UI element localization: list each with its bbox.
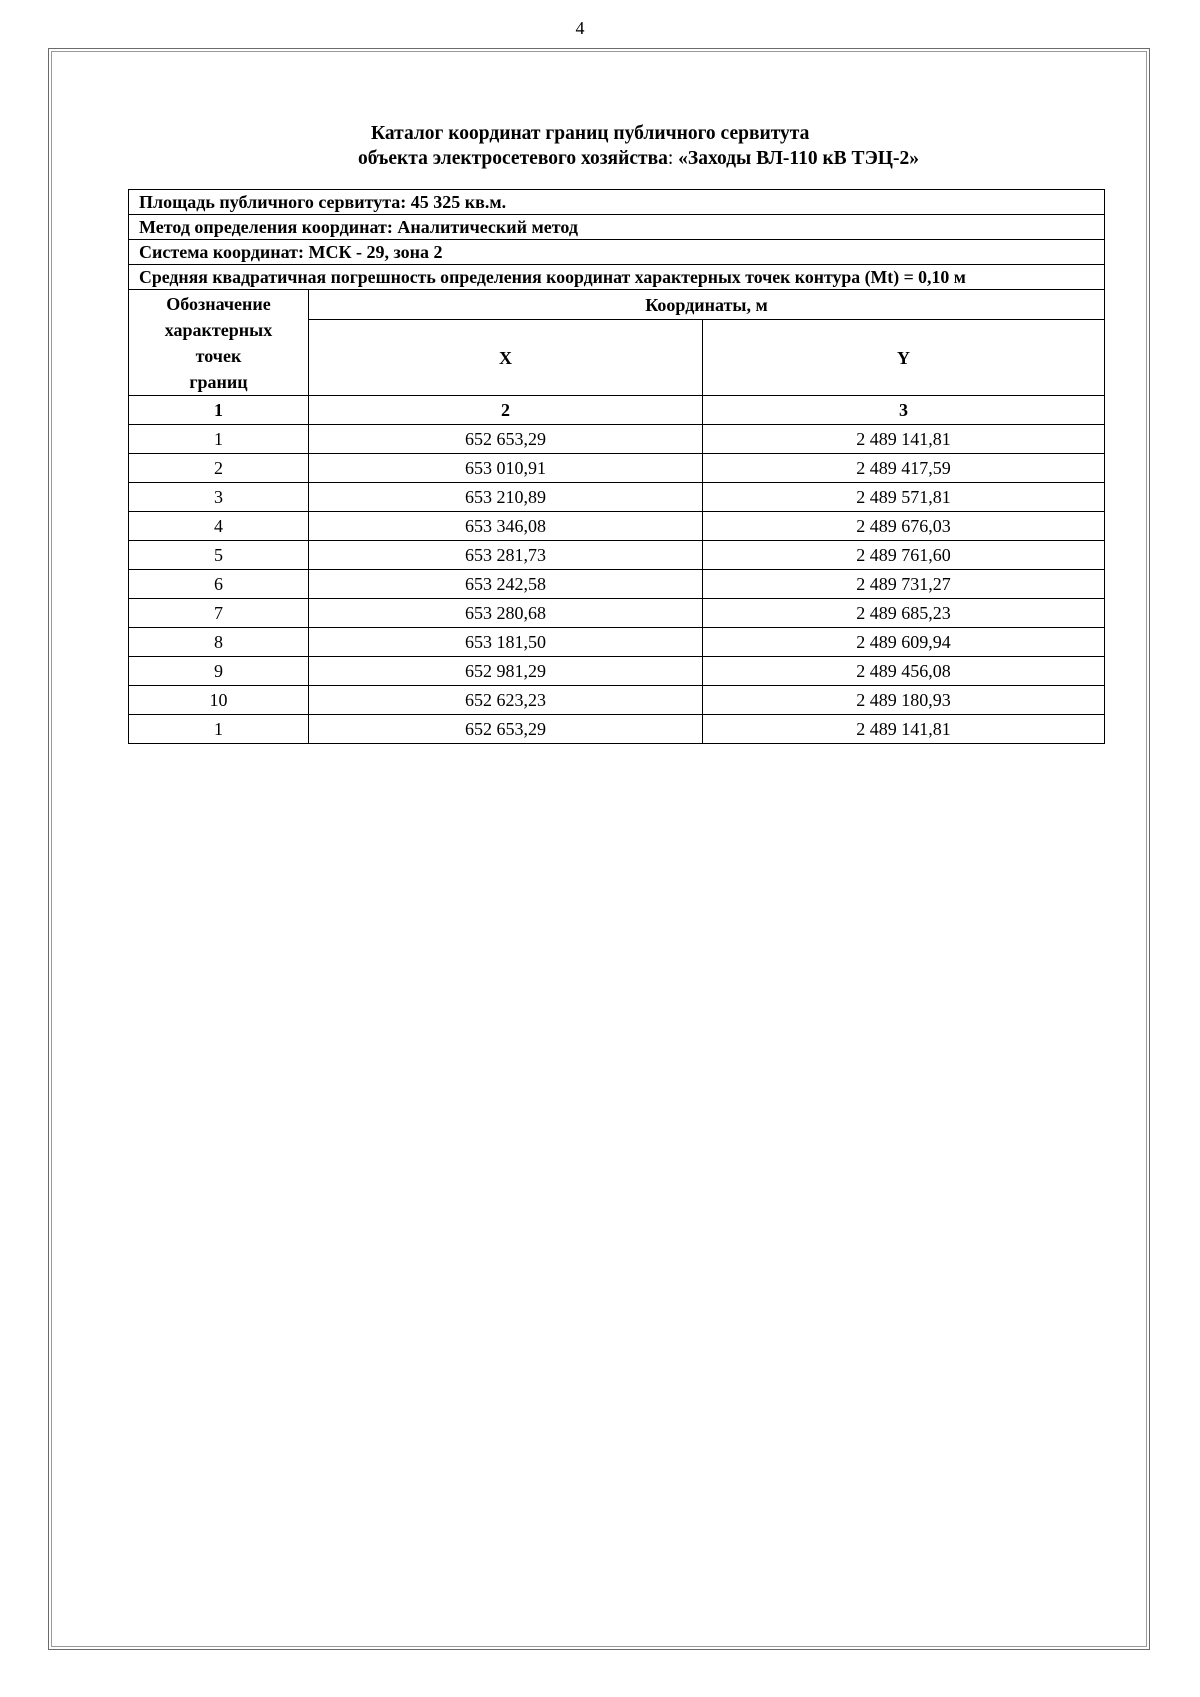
table-row	[129, 599, 1105, 628]
y-value: 2 489 141,81	[703, 715, 1105, 744]
point-designation-header	[129, 290, 309, 396]
point-header-line: характерных	[164, 319, 273, 340]
title-line-2-colon: :	[667, 148, 674, 169]
table-row	[129, 715, 1105, 744]
table-row	[129, 628, 1105, 657]
page-number: 4	[575, 18, 585, 38]
y-value: 2 489 417,59	[703, 454, 1105, 483]
header-row-1	[129, 290, 1105, 320]
point-number: 1	[129, 715, 309, 744]
x-value: 653 280,68	[309, 599, 703, 628]
y-value: 2 489 141,81	[703, 425, 1105, 454]
point-number: 6	[129, 570, 309, 599]
table-row	[129, 512, 1105, 541]
point-header-line: границ	[189, 371, 248, 392]
title-line-1: Каталог координат границ публичного сервитута	[371, 123, 810, 144]
point-number: 3	[129, 483, 309, 512]
mean-square-error: Средняя квадратичная погрешность определения координат характерных точек контура (Mt) = 0,10 м	[129, 265, 1105, 290]
title-line-2-suffix: «Заходы ВЛ-110 кВ ТЭЦ-2»	[673, 148, 919, 169]
title-line-2-prefix: объекта электросетевого хозяйства	[358, 148, 668, 169]
y-value: 2 489 731,27	[703, 570, 1105, 599]
info-row-system	[129, 240, 1105, 265]
point-header-line: Обозначение	[166, 293, 271, 314]
y-value: 2 489 676,03	[703, 512, 1105, 541]
table-row	[129, 454, 1105, 483]
table-row	[129, 541, 1105, 570]
coordinates-header: Координаты, м	[309, 290, 1105, 320]
coordinate-method: Метод определения координат: Аналитический метод	[129, 215, 1105, 240]
y-value: 2 489 685,23	[703, 599, 1105, 628]
x-value: 653 281,73	[309, 541, 703, 570]
y-value: 2 489 761,60	[703, 541, 1105, 570]
x-value: 652 623,23	[309, 686, 703, 715]
x-value: 653 210,89	[309, 483, 703, 512]
y-value: 2 489 456,08	[703, 657, 1105, 686]
x-value: 652 981,29	[309, 657, 703, 686]
table-row	[129, 425, 1105, 454]
table-row	[129, 570, 1105, 599]
column-number-row	[129, 396, 1105, 425]
point-number: 5	[129, 541, 309, 570]
x-header: X	[309, 320, 703, 396]
point-number: 1	[129, 425, 309, 454]
point-number: 2	[129, 454, 309, 483]
coordinate-system: Система координат: МСК - 29, зона 2	[129, 240, 1105, 265]
info-row-area	[129, 190, 1105, 215]
point-header-line: точек	[195, 345, 242, 366]
column-number: 2	[309, 396, 703, 425]
column-number: 3	[703, 396, 1105, 425]
point-number: 8	[129, 628, 309, 657]
column-number: 1	[129, 396, 309, 425]
y-value: 2 489 571,81	[703, 483, 1105, 512]
table-row	[129, 686, 1105, 715]
y-header: Y	[703, 320, 1105, 396]
x-value: 653 181,50	[309, 628, 703, 657]
servitude-area: Площадь публичного сервитута: 45 325 кв.м.	[129, 190, 1105, 215]
x-value: 652 653,29	[309, 715, 703, 744]
point-number: 9	[129, 657, 309, 686]
y-value: 2 489 609,94	[703, 628, 1105, 657]
point-number: 4	[129, 512, 309, 541]
info-row-method	[129, 215, 1105, 240]
x-value: 652 653,29	[309, 425, 703, 454]
x-value: 653 346,08	[309, 512, 703, 541]
x-value: 653 010,91	[309, 454, 703, 483]
point-number: 10	[129, 686, 309, 715]
title-line-2	[358, 146, 919, 171]
coordinates-catalog-table	[128, 189, 1105, 744]
info-row-accuracy	[129, 265, 1105, 290]
y-value: 2 489 180,93	[703, 686, 1105, 715]
point-number: 7	[129, 599, 309, 628]
x-value: 653 242,58	[309, 570, 703, 599]
table-row	[129, 657, 1105, 686]
table-row	[129, 483, 1105, 512]
